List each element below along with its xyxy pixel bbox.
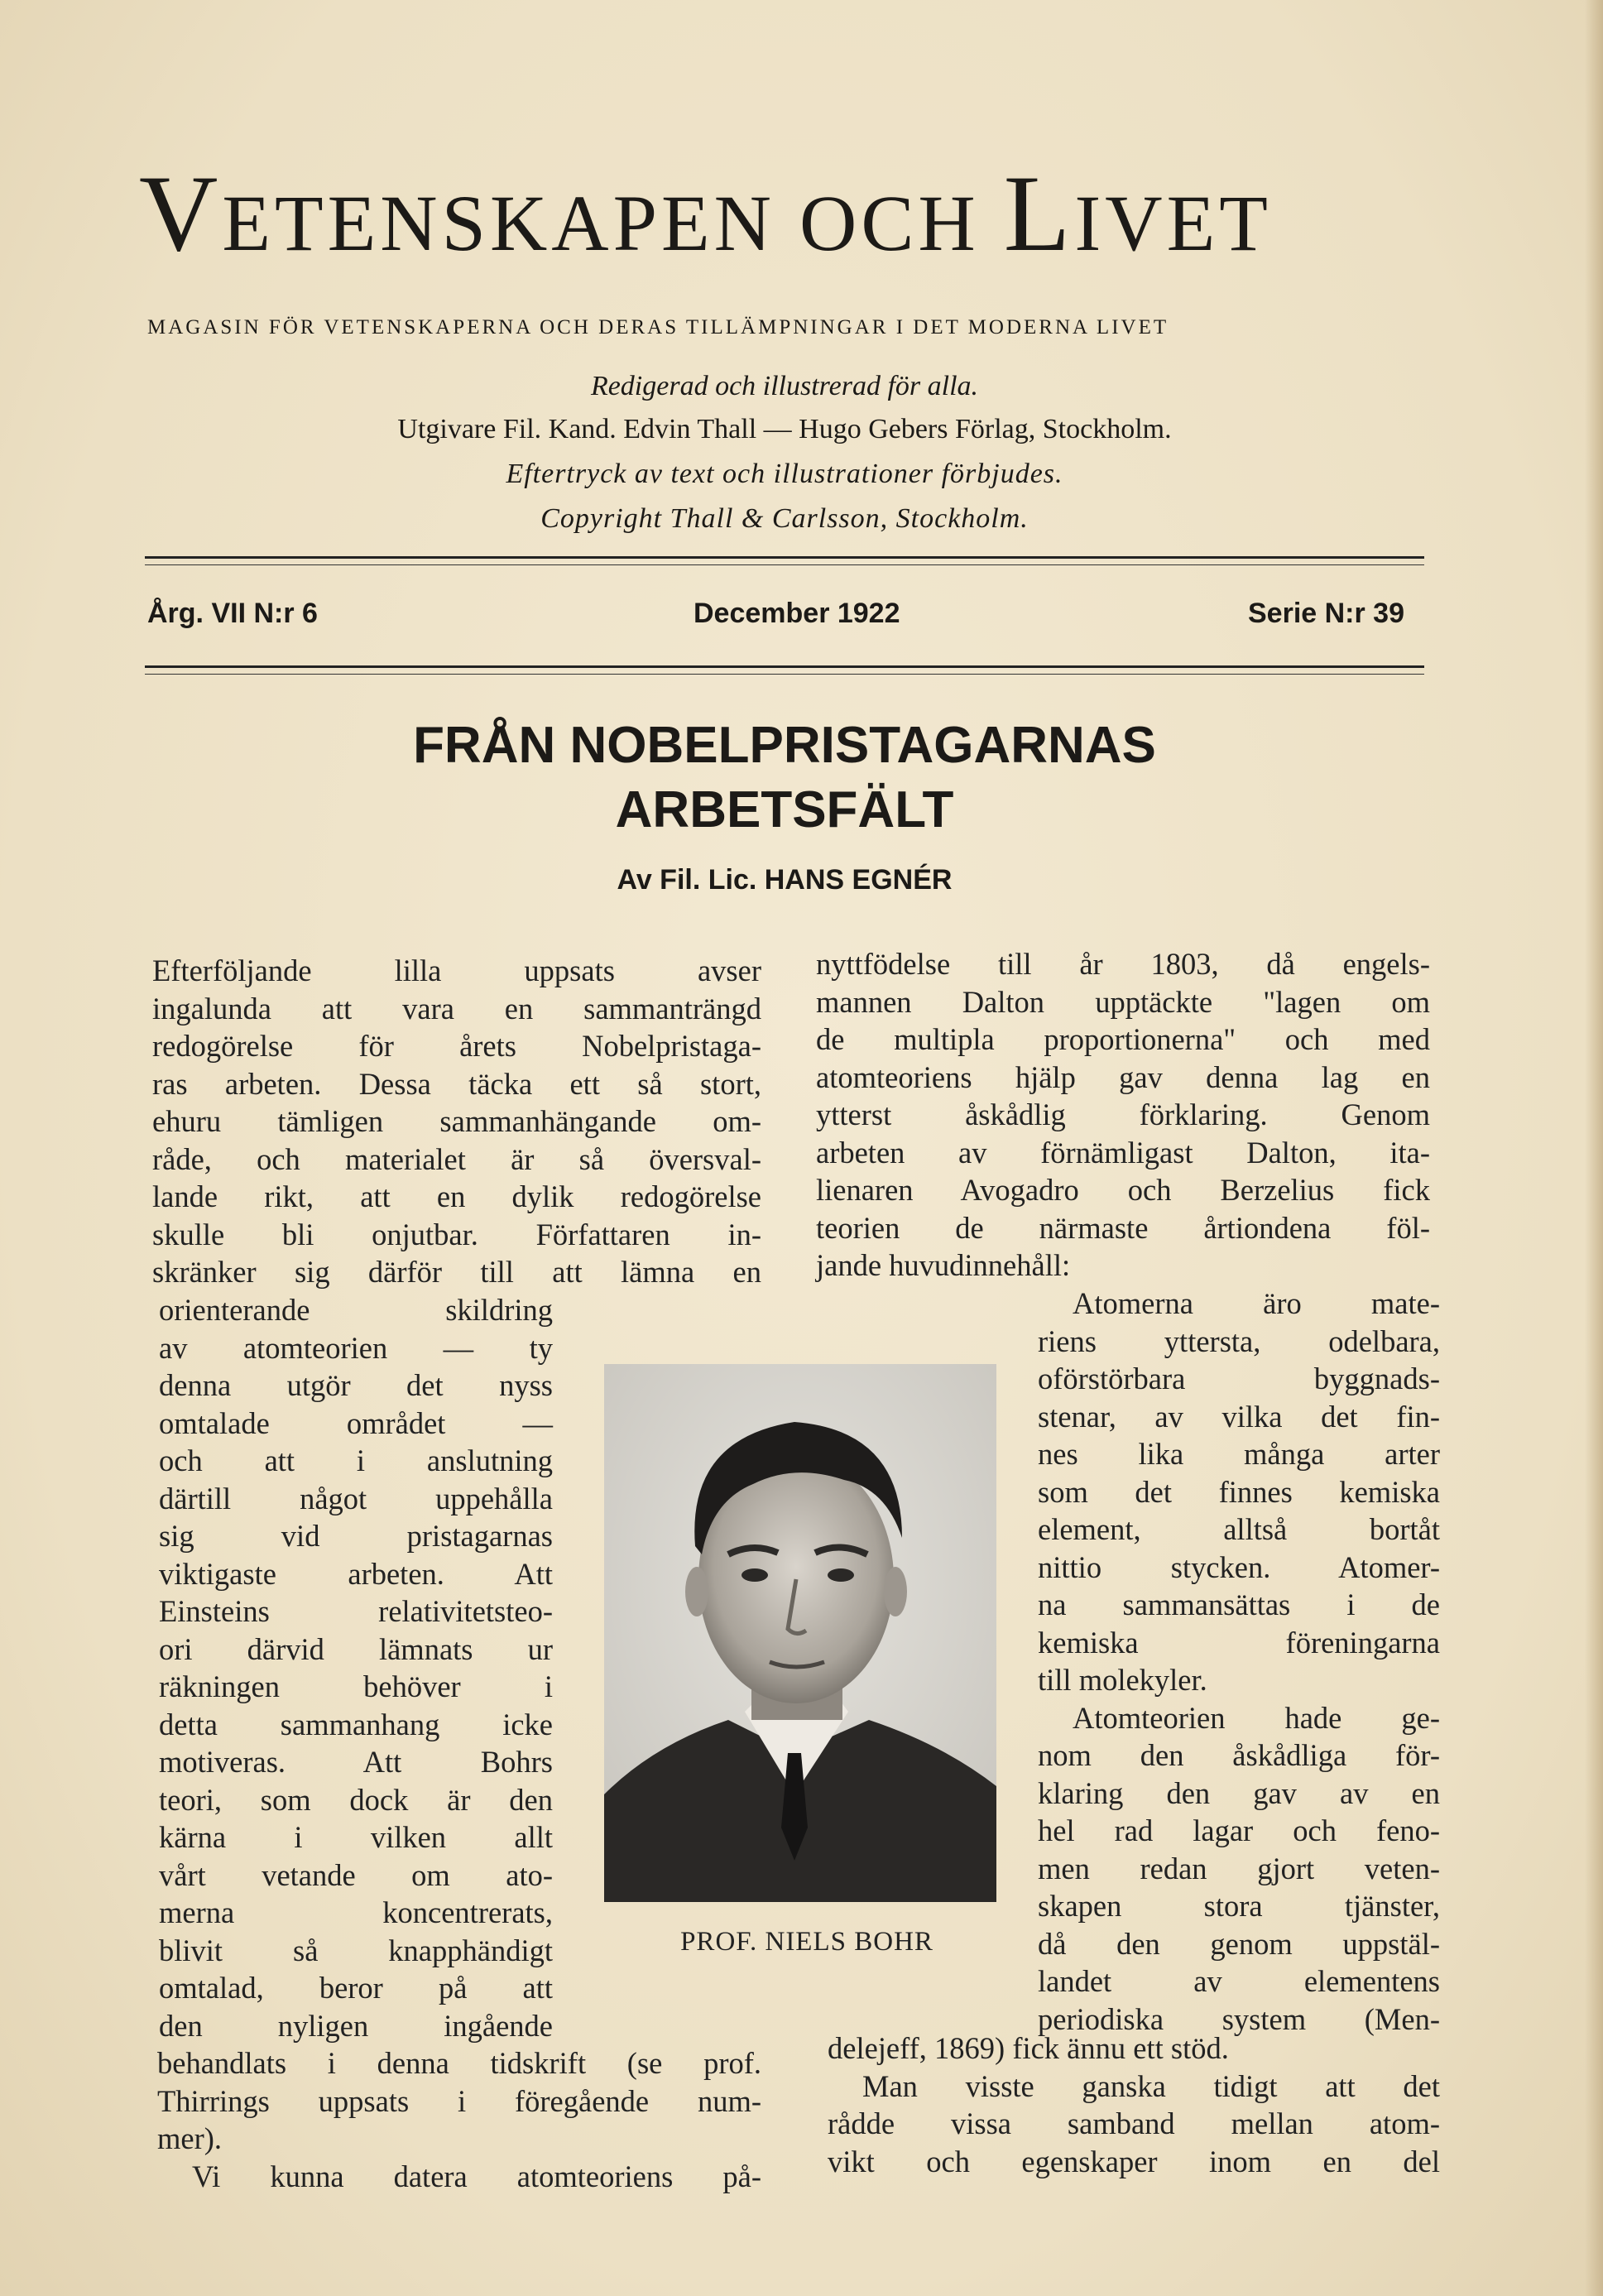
text-line: nes lika många arter [1038,1437,1440,1471]
text-line: Einsteins relativitetsteo- [159,1594,553,1628]
text-line: Vi kunna datera atomteoriens på- [192,2159,761,2193]
reprint-notice: Eftertryck av text och illustrationer förbjudes. [506,459,1063,489]
text-line: kärna i vilken allt [159,1820,553,1854]
text-line: av atomteorien — ty [159,1330,553,1365]
text-line: vårt vetande om ato- [159,1857,553,1892]
text-line: mer). [157,2121,223,2155]
text-line: som det finnes kemiska [1038,1474,1440,1509]
portrait-photo [604,1364,996,1902]
portrait-illustration [604,1364,996,1902]
text-line: klaring den gav av en [1038,1775,1440,1810]
rule-top-1 [145,556,1424,559]
text-line: mannen Dalton upptäckte "lagen om [816,984,1430,1019]
text-line: teorien de närmaste årtiondena föl- [816,1210,1430,1245]
text-line: vikt och egenskaper inom en del [828,2144,1440,2178]
text-line: kemiska föreningarna [1038,1625,1440,1660]
issue-volume: Årg. VII N:r 6 [147,598,318,629]
text-line: sig vid pristagarnas [159,1519,553,1553]
text-line: men redan gjort veten- [1038,1851,1440,1885]
text-line: rådde vissa samband mellan atom- [828,2106,1440,2140]
text-line: element, alltså bortåt [1038,1512,1440,1546]
text-line: de multipla proportionerna" och med [816,1022,1430,1056]
magazine-title [139,152,1430,274]
text-line: stenar, av vilka det fin- [1038,1399,1440,1434]
right-column-top [816,945,1430,1285]
text-line: landet av elementens [1038,1964,1440,1998]
text-line: Efterföljande lilla uppsats avser [152,953,761,987]
text-line: till molekyler. [1038,1663,1207,1697]
text-line: nom den åskådliga för- [1038,1738,1440,1772]
text-line: motiveras. Att Bohrs [159,1745,553,1779]
title-initial-v: V [139,152,223,274]
text-line: teori, som dock är den [159,1782,553,1817]
copyright-line: Copyright Thall & Carlsson, Stockholm. [540,503,1029,534]
text-line: behandlats i denna tidskrift (se prof. [157,2046,761,2080]
text-line: räkningen behöver i [159,1669,553,1703]
text-line: periodiska system (Men- [1038,2001,1440,2036]
text-line: merna koncentrerats, [159,1895,553,1929]
title-part-2: IVET [1074,179,1272,267]
rule-bottom-1 [145,665,1424,668]
text-line: Man visste ganska tidigt att det [862,2068,1440,2103]
issue-series: Serie N:r 39 [1248,598,1404,629]
text-line: ingalunda att vara en sammanträngd [152,991,761,1026]
text-line: ehuru tämligen sammanhängande om- [152,1104,761,1138]
text-line: blivit så knapphändigt [159,1933,553,1967]
text-line: skränker sig därför till att lämna en [152,1255,761,1289]
text-line: na sammansättas i de [1038,1588,1440,1621]
text-line: och att i anslutning [159,1443,553,1477]
text-line: ori därvid lämnats ur [159,1631,553,1666]
text-line: skapen stora tjänster, [1038,1889,1440,1923]
text-line: ytterst åskådlig förklaring. Genom [816,1098,1430,1131]
text-line: orienterande skildring [159,1293,553,1327]
text-line: viktigaste arbeten. Att [159,1556,553,1591]
text-line: riens yttersta, odelbara, [1038,1323,1440,1358]
text-line: arbeten av förnämligast Dalton, ita- [816,1135,1430,1170]
title-initial-l: L [1003,152,1075,274]
headline-line-1: FRÅN NOBELPRISTAGARNAS [413,717,1156,774]
text-line: lande rikt, att en dylik redogörelse [152,1179,761,1213]
magazine-subtitle: MAGASIN FÖR VETENSKAPERNA OCH DERAS TILLÄMPNINGAR I DET MODERNA LIVET [147,316,1169,339]
photo-caption: PROF. NIELS BOHR [680,1927,933,1957]
title-part-1: ETENSKAPEN OCH [222,179,1004,267]
left-column-top [152,952,761,1291]
text-line: den nyligen ingående [159,2008,553,2043]
text-line: Atomteorien hade ge- [1073,1700,1440,1735]
publisher-line: Utgivare Fil. Kand. Edvin Thall — Hugo Gebers Förlag, Stockholm. [397,414,1172,444]
text-line: ras arbeten. Dessa täcka ett så stort, [152,1066,761,1101]
text-line: atomteoriens hjälp gav denna lag en [816,1059,1430,1094]
text-line: oförstörbara byggnads- [1038,1362,1440,1395]
text-line: råde, och materialet är så översval- [152,1141,761,1176]
text-line: omtalad, beror på att [159,1971,553,2005]
text-line: nyttfödelse till år 1803, då engels- [816,947,1430,981]
text-line: omtalade området — [159,1405,553,1440]
text-line: därtill något uppehålla [159,1481,553,1515]
right-column-narrow [1038,1285,1440,2038]
text-line: Atomerna äro mate- [1073,1286,1440,1320]
text-line: redogörelse för årets Nobelpristaga- [152,1029,761,1063]
rule-top-2 [145,564,1424,565]
right-column-bottom [828,2029,1440,2180]
page-edge-shadow [1585,0,1603,2296]
edited-line: Redigerad och illustrerad för alla. [590,371,979,401]
left-column-narrow [159,1291,553,2044]
text-line: Thirrings uppsats i föregående num- [157,2083,761,2118]
text-line: jande huvudinnehåll: [816,1248,1071,1282]
issue-date: December 1922 [694,598,900,629]
text-line: lienaren Avogadro och Berzelius fick [816,1173,1430,1207]
left-column-bottom [157,2044,761,2195]
text-line: denna utgör det nyss [159,1368,553,1402]
text-line: då den genom uppstäl- [1038,1926,1440,1961]
text-line: nittio stycken. Atomer- [1038,1549,1440,1584]
rule-bottom-2 [145,674,1424,675]
byline: Av Fil. Lic. HANS EGNÉR [617,864,953,896]
text-line: detta sammanhang icke [159,1707,553,1741]
headline-line-2: ARBETSFÄLT [615,781,954,838]
text-line: hel rad lagar och feno- [1038,1813,1440,1847]
text-line: skulle bli onjutbar. Författaren in- [152,1217,761,1251]
text-line: delejeff, 1869) fick ännu ett stöd. [828,2031,1229,2065]
